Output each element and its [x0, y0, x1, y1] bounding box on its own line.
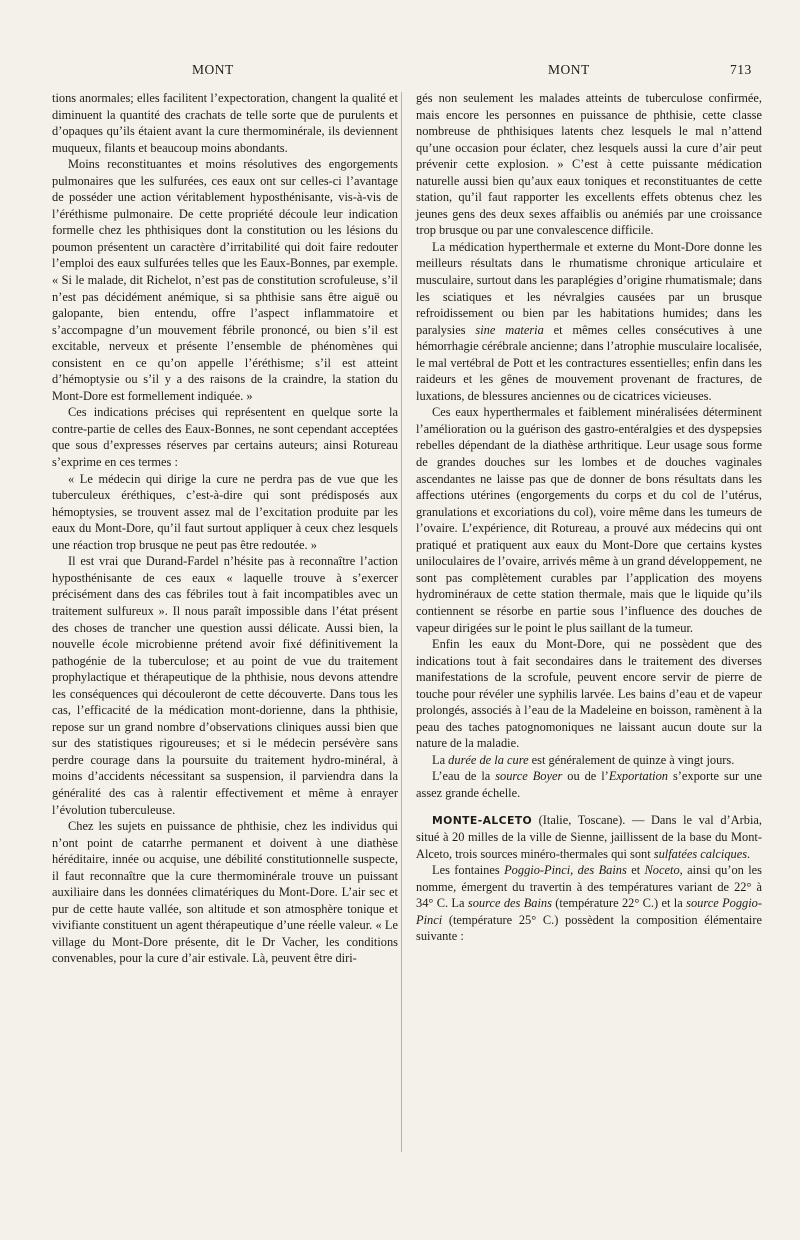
emphasis: sine materia	[475, 322, 544, 337]
column-divider	[401, 92, 402, 1152]
left-column	[52, 90, 398, 967]
paragraph: Les fontaines Poggio-Pinci, des Bains et Noceto, ainsi qu’on les nomme, émergent du travertin à des températures variant de 22° à 34° C. La source des Bains (température 22° C.) et la source Poggio-Pinci (température 25° C.) possèdent la composition élémentaire suivante :	[416, 863, 763, 944]
paragraph: tions anormales; elles facilitent l’expectoration, changent la qualité et diminuent la quantité des crachats de telle sorte que de purulents et d’opaques qu’ils étaient avant la cure thermominérale, ils deviennent muqueux, filants et beaucoup moins abondants.	[52, 91, 398, 155]
emphasis: source Poggio-Pinci	[416, 896, 762, 927]
quotation-paragraph: « Le médecin qui dirige la cure ne perdra pas de vue que les tuberculeux éréthiques, c’est-à-dire qui sont prédisposés aux hémoptysies, se trouvent assez mal de l’excitation produite par les eaux du Mont-Dore, qu’il faut surtout appliquer à ceux chez lesquels une réaction trop brusque ne peut pas être redoutée. »	[52, 471, 398, 552]
paragraph: La médication hyperthermale et externe du Mont-Dore donne les meilleurs résultats dans le rhumatisme chronique articulaire et musculaire, surtout dans les paraplégies d’origine rhumatismale; dans les sciatiques et les névralgies causées par un brusque refroidissement ou bien par les habitations humides; dans les paralysies sine materia et mêmes celles consécutives à une hémorrhagie cérébrale ancienne; dans l’atrophie musculaire localisée, le mal vertébral de Pott et les contractures essentielles; enfin dans les raideurs et les gênes de mouvement provenant de fractures, de luxations, de blessures anciennes ou de cicatrices vicieuses.	[416, 239, 762, 403]
emphasis: Exportation	[608, 769, 669, 784]
paragraph: Ces indications précises qui représentent en quelque sorte la contre-partie de celles des Eaux-Bonnes, ne sont cependant acceptées que sous d’expresses réserves par certains auteurs; ainsi Rotureau s’exprime en ces termes :	[52, 405, 398, 470]
emphasis: sulfatées calciques	[653, 846, 748, 861]
right-column	[416, 90, 762, 945]
paragraph: Il est vrai que Durand-Fardel n’hésite pas à reconnaître l’action hyposthénisante de ces eaux « laquelle trouve à s’exercer précisément dans des cas fébriles tout à fait incompatibles avec un traitement sulfureux ». Il nous paraît impossible dans l’état présent des choses de trancher une question aussi délicate. Aussi bien, la nouvelle école microbienne prétend avoir fixé définitivement la pathogénie de la tuberculose; et au point de vue du traitement prophylactique et thérapeutique de la phthisie, nous devons attendre les conséquences qui découleront de cette découverte. Dans tous les cas, l’efficacité de la médication mont-dorienne, dans la phthisie, repose sur un grand nombre d’observations cliniques aussi bien que sur des statistiques rigoureuses; et si le médecin persévère sans perdre courage dans la poursuite du traitement hydro-minéral, à moins d’accidents nécessitant sa suspension, il parviendra dans la généralité des cas à ralentir effectivement et même à enrayer l’évolution tuberculeuse.	[52, 554, 398, 817]
page-number: 713	[730, 62, 752, 77]
paragraph: Moins reconstituantes et moins résolutives des engorgements pulmonaires que les sulfurées, ces eaux ont sur celles-ci l’avantage de posséder une action véritablement hyposthénisante, vis-à-vis de l’éréthisme pulmonaire. De cette propriété découle leur indication formelle chez les phthisiques dont la constitution ou les lésions du poumon présentent un caractère d’irritabilité qui doit faire redouter l’emploi des eaux sulfurées telles que les Eaux-Bonnes, par exemple. « Si le malade, dit Richelot, n’est pas de constitution scrofuleuse, s’il n’est pas décidément anémique, si sa phthisie sans être aiguë ou galopante, bien entendu, offre l’aspect inflammatoire et s’accompagne d’un mouvement fébrile prononcé, ou bien s’il est excitable, nerveux et présente l’ensemble de phénomènes qui consistent en ce qu’on appelle l’éréthisme; s’il est atteint d’hémoptysie ou s’il y a des raisons de la craindre, la station du Mont-Dore est formellement indiquée. »	[52, 157, 398, 403]
paragraph: Ces eaux hyperthermales et faiblement minéralisées déterminent l’amélioration ou la guérison des gastro-entéralgies et des dyspepsies rebelles dépendant de la diathèse arthritique. Leur usage sous forme de grandes douches sur les lombes et de douches vaginales ascendantes ne laisse pas que de donner de bons résultats dans les affections utérines (engorgements du corps et du col de l’utérus, granulations et excoriations du col), voire même dans les tumeurs de l’ovaire. L’expérience, dit Rotureau, a prouvé aux médecins qui ont pratiqué et pratiquent aux eaux du Mont-Dore que certains kystes uniloculaires de l’ovaire, arrivés même à un grand développement, ne sont pas complètement curables par l’application des moyens hydrominéraux de cette station thermale, mais que le liquide qu’ils contiennent se résorbe en partie sous l’influence des douches de vapeur dirigées sur le point le plus saillant de la tumeur.	[416, 405, 762, 635]
emphasis: Poggio-Pinci, des Bains	[504, 863, 627, 878]
entry-headword: MONTE-ALCETO	[432, 813, 533, 827]
paragraph: La durée de la cure est généralement de quinze à vingt jours.	[432, 752, 735, 767]
paragraph: Enfin les eaux du Mont-Dore, qui ne possèdent que des indications tout à fait secondaires dans le traitement des diverses manifestations de la scrofule, peuvent encore servir de pierre de touche pour révéler une syphilis larvée. Les bains d’eau et de vapeur prolongés, associés à l’eau de la Madeleine en boisson, ramènent à la peau des taches patognomoniques ne laissant aucun doute sur la nature de la maladie.	[416, 637, 762, 751]
emphasis: durée de la cure	[448, 752, 529, 767]
paragraph: gés non seulement les malades atteints de tuberculose confirmée, mais encore les personnes en puissance de phthisie, cette classe nombreuse de phthisiques latents chez lesquels le mal n’attend qu’une occasion pour éclater, chez lesquels aussi la cure d’air peut prévenir cette explosion. » C’est à cette puissante médication naturelle aussi bien qu’aux eaux toniques et reconstituantes de cette station, qu’il faut rapporter les excellents effets obtenus chez les jeunes gens des deux sexes affaiblis ou anémiés par une croissance trop brusque ou par une convalescence difficile.	[416, 91, 762, 238]
entry-paragraph: MONTE-ALCETO (Italie, Toscane). — Dans le val d’Arbia, situé à 20 milles de la ville de Sienne, jaillissent de la base du Mont-Alceto, trois sources minéro-thermales qui sont sulfatées calciques.	[416, 812, 762, 861]
emphasis: source Boyer	[495, 769, 563, 784]
paragraph: Chez les sujets en puissance de phthisie, chez les individus qui n’ont point de catarrhe permanent et doivent à une diathèse héréditaire, innée ou acquise, une débilité constitutionnelle suspecte, il faut reconnaître que la cure thermominérale trouve un puissant auxiliaire dans les données climatériques du Mont-Dore. L’air sec et pur de cette haute vallée, son altitude et son atmosphère tonique et vivifiante constituent un agent thérapeutique d’une réelle valeur. « Le village du Mont-Dore présente, dit le Dr Vacher, les conditions convenables, pour la cure d’air estivale. Là, peuvent être diri-	[52, 819, 398, 966]
running-head-right: MONT	[548, 62, 590, 77]
emphasis: Noceto	[644, 863, 680, 878]
paragraph: L’eau de la source Boyer ou de l’Exportation s’exporte sur une assez grande échelle.	[416, 769, 762, 800]
running-head-left: MONT	[192, 62, 234, 77]
emphasis: source des Bains	[467, 896, 552, 911]
